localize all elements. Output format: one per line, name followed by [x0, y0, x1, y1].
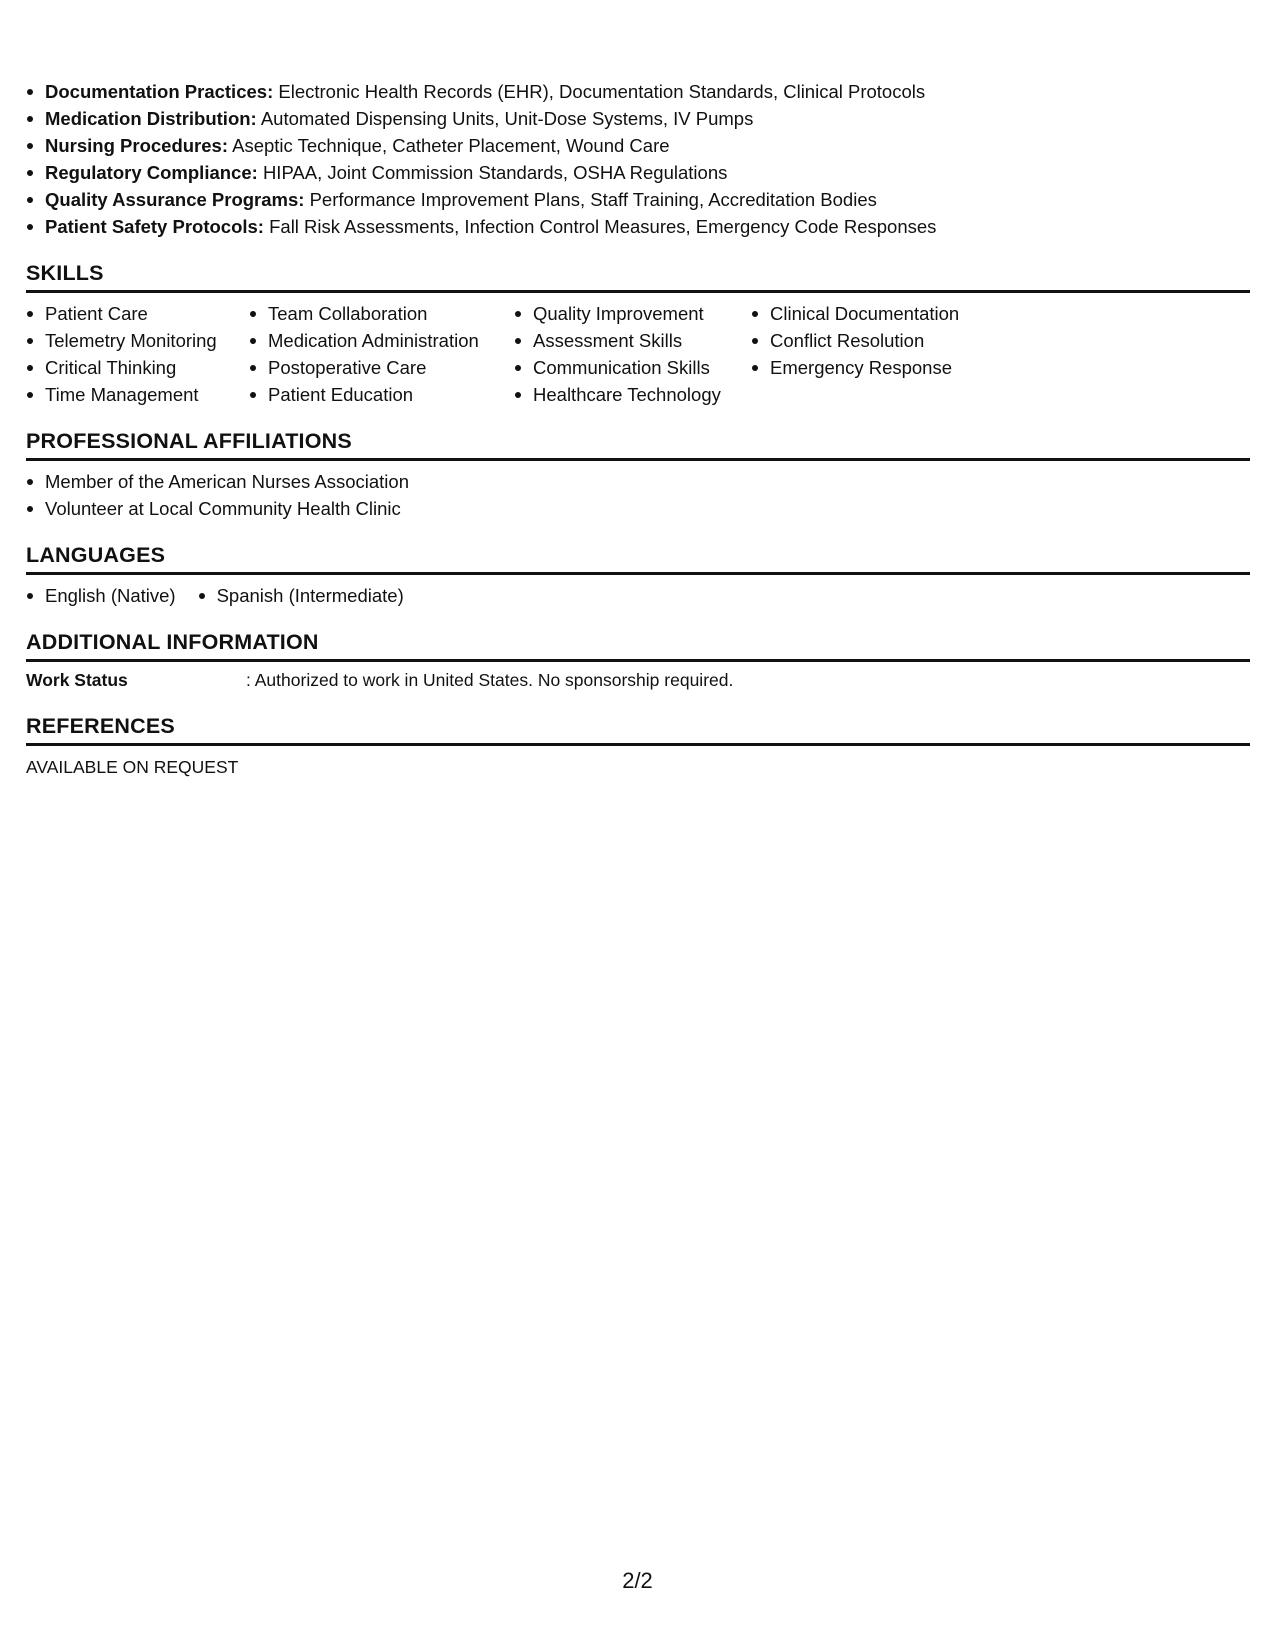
- affiliations-list: [26, 468, 1250, 522]
- languages-heading: LANGUAGES: [26, 542, 1250, 575]
- references-heading: REFERENCES: [26, 713, 1250, 746]
- skill-item: Emergency Response: [751, 354, 1011, 381]
- list-item: [26, 132, 1250, 159]
- affiliations-heading: PROFESSIONAL AFFILIATIONS: [26, 428, 1250, 461]
- skills-column-1: [26, 300, 249, 408]
- skill-item: Time Management: [26, 381, 249, 408]
- list-item: [26, 213, 1250, 240]
- item-value: HIPAA, Joint Commission Standards, OSHA Regulations: [262, 162, 728, 183]
- skills-heading: SKILLS: [26, 260, 1250, 293]
- item-key: Patient Safety Protocols:: [45, 216, 264, 237]
- skills-column-2: [249, 300, 514, 408]
- languages-list: [26, 582, 1250, 609]
- skill-item: Quality Improvement: [514, 300, 751, 327]
- skill-item: Critical Thinking: [26, 354, 249, 381]
- skill-item: Healthcare Technology: [514, 381, 751, 408]
- work-status-row: [26, 667, 1250, 693]
- list-item: [26, 105, 1250, 132]
- skill-item: Clinical Documentation: [751, 300, 1011, 327]
- tools-list: [26, 78, 1250, 240]
- item-key: Quality Assurance Programs:: [45, 189, 305, 210]
- list-item: [26, 159, 1250, 186]
- item-value: Automated Dispensing Units, Unit-Dose Systems, IV Pumps: [260, 108, 754, 129]
- list-item: [26, 186, 1250, 213]
- item-value: Performance Improvement Plans, Staff Training, Accreditation Bodies: [309, 189, 877, 210]
- language-item: Spanish (Intermediate): [198, 582, 404, 609]
- skill-item: Postoperative Care: [249, 354, 514, 381]
- item-value: Electronic Health Records (EHR), Documentation Standards, Clinical Protocols: [278, 81, 926, 102]
- list-item: [26, 78, 1250, 105]
- additional-info-heading: ADDITIONAL INFORMATION: [26, 629, 1250, 662]
- skill-item: Medication Administration: [249, 327, 514, 354]
- skills-column-4: [751, 300, 1011, 408]
- skill-item: Team Collaboration: [249, 300, 514, 327]
- item-key: Medication Distribution:: [45, 108, 257, 129]
- skill-item: Telemetry Monitoring: [26, 327, 249, 354]
- skills-column-3: [514, 300, 751, 408]
- language-item: English (Native): [26, 582, 176, 609]
- item-key: Documentation Practices:: [45, 81, 274, 102]
- skill-item: Conflict Resolution: [751, 327, 1011, 354]
- skill-item: Assessment Skills: [514, 327, 751, 354]
- item-value: Fall Risk Assessments, Infection Control Measures, Emergency Code Responses: [269, 216, 937, 237]
- skills-grid: [26, 300, 1250, 408]
- page-number: 2/2: [622, 1568, 653, 1593]
- work-status-value: : Authorized to work in United States. No sponsorship required.: [246, 670, 734, 690]
- item-value: Aseptic Technique, Catheter Placement, Wound Care: [232, 135, 670, 156]
- skill-item: Communication Skills: [514, 354, 751, 381]
- work-status-label: Work Status: [26, 670, 128, 690]
- list-item: Volunteer at Local Community Health Clinic: [26, 495, 1250, 522]
- references-text: AVAILABLE ON REQUEST: [26, 757, 239, 777]
- resume-page-2: [26, 78, 1250, 780]
- item-key: Nursing Procedures:: [45, 135, 228, 156]
- skill-item: Patient Education: [249, 381, 514, 408]
- list-item: Member of the American Nurses Association: [26, 468, 1250, 495]
- skill-item: Patient Care: [26, 300, 249, 327]
- item-key: Regulatory Compliance:: [45, 162, 258, 183]
